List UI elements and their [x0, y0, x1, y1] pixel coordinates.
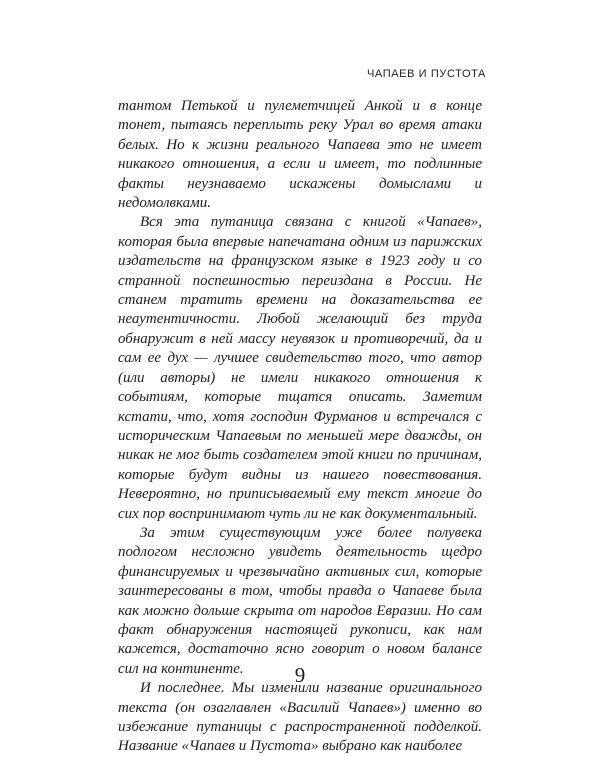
page-number: 9 [294, 663, 306, 687]
paragraph-3: За этим существующим уже более полувека подлогом несложно увидеть деятельность щедро финансируемых и чрезвычайно активных сил, которые заинтересованы в том, чтобы правда о Чапаеве была как можно дольше скрыта от народов Евразии. Но сам факт обнаружения настоящей рукописи, как нам кажется, достаточно ясно говорит о новом балансе сил на континенте. [118, 524, 482, 677]
running-head: ЧАПАЕВ И ПУСТОТА [366, 68, 486, 80]
paragraph-1: тантом Петькой и пулеметчицей Анкой и в конце тонет, пытаясь переплыть реку Урал во время атаки белых. Но к жизни реального Чапаева это не имеет никакого отношения, а если и имеет, то подлинные факты неузнаваемо искажены домыслами и недомолвками. [118, 98, 482, 212]
body-text [118, 97, 482, 757]
paragraph-4: И последнее. Мы изменили название оригинального текста (он озаглавлен «Василий Чапаев») именно во избежание путаницы с распространенной подделкой. Название «Чапаев и Пустота» выбрано как наиболее [118, 680, 482, 755]
paragraph-2: Вся эта путаница связана с книгой «Чапаев», которая была впервые напечатана одним из парижских издательств на французском языке в 1923 году и со странной поспешностью переиздана в России. Не станем тратить времени на доказательства ее неаутентичности. Любой желающий без труда обнаружит в ней массу неувязок и противоречий, да и сам ее дух — лучшее свидетельство того, что автор (или авторы) не имели никакого отношения к событиям, которые тщатся описать. Заметим кстати, что, хотя господин Фурманов и встречался с историческим Чапаевым по меньшей мере дважды, он никак не мог быть создателем этой книги по причинам, которые будут видны из нашего повествования. Невероятно, но приписываемый ему текст многие до сих пор воспринимают чуть ли не как документальный. [118, 214, 482, 522]
